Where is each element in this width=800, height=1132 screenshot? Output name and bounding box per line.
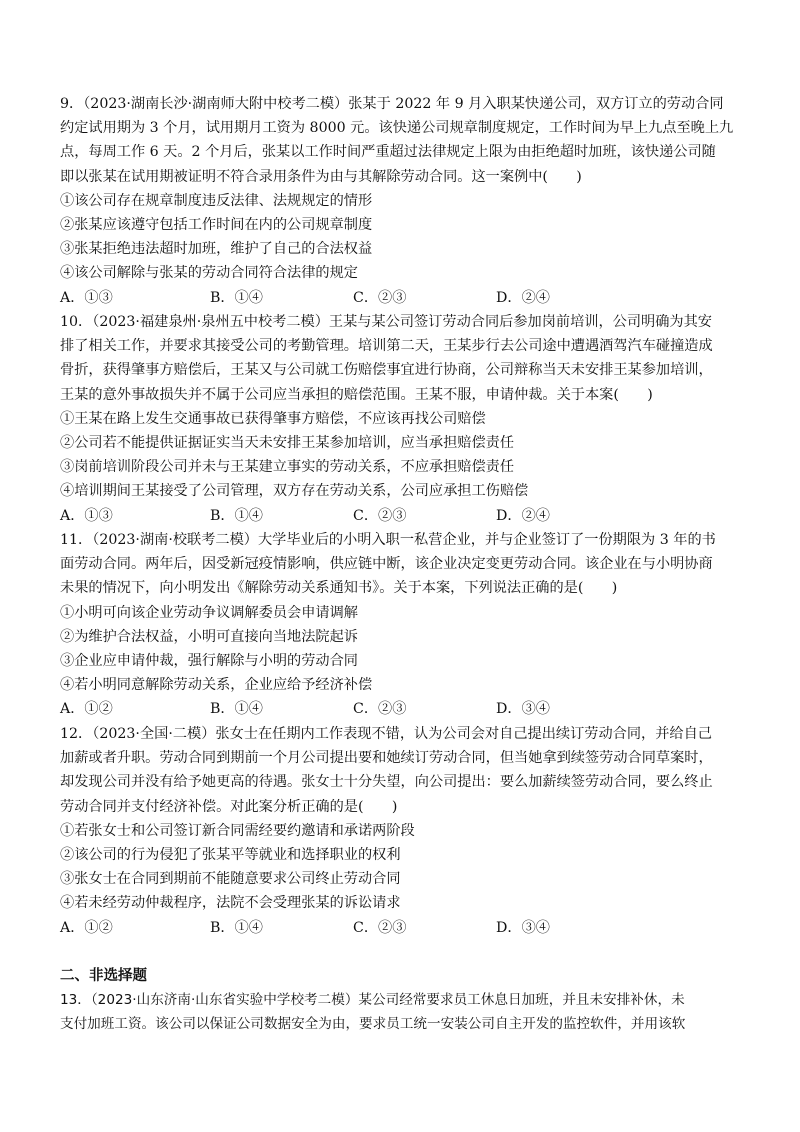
question-stem-line: 13．（2023·山东济南·山东省实验中学校考二模）某公司经常要求员工休息日加班，并且未安排补休，未 [60,992,685,1008]
choice-a: A．①③ [60,289,113,306]
statement-option: ③张女士在合同到期前不能随意要求公司终止劳动合同 [60,871,401,888]
question-stem-line: 9．（2023·湖南长沙·湖南师大附中校考二模）张某于 2022 年 9 月入职某快递公司，双方订立的劳动合同 [60,96,724,112]
question-11 [60,528,744,722]
question-stem-line: 10．（2023·福建泉州·泉州五中校考二模）王某与某公司签订劳动合同后参加岗前培训，公司明确为其安 [60,314,712,330]
question-stem-line: 排了相关工作，并要求其接受公司的考勤管理。培训第二天，王某步行去公司途中遭遇酒驾汽车碰撞造成 [60,338,713,355]
statement-option: ③张某拒绝违法超时加班，维护了自己的合法权益 [60,241,373,258]
statement-option: ②张某应该遵守包括工作时间在内的公司规章制度 [60,217,373,234]
choice-b: B．①④ [210,701,263,718]
question-stem-line: 王某的意外事故损失并不属于公司应当承担的赔偿范围。王某不服，申请仲裁。关于本案( ) [60,386,653,403]
question-stem-line: 却发现公司并没有给予她更高的待遇。张女士十分失望，向公司提出：要么加薪续签劳动合同，要么终止 [60,774,713,791]
choice-c: C．②③ [353,289,407,306]
statement-option: ②该公司的行为侵犯了张某平等就业和选择职业的权利 [60,847,401,864]
statement-option: ④该公司解除与张某的劳动合同符合法律的规定 [60,265,358,282]
question-stem-line: 约定试用期为 3 个月，试用期月工资为 8000 元。该快递公司规章制度规定，工作时间为早上九点至晚上九 [60,120,734,137]
question-stem-line: 面劳动合同。两年后，因受新冠疫情影响，供应链中断，该企业决定变更劳动合同。该企业在与小明协商 [60,556,713,573]
choice-b: B．①④ [210,289,263,306]
question-stem-line: 加薪或者升职。劳动合同到期前一个月公司提出要和她续订劳动合同，但当她拿到续签劳动合同草案时， [60,750,713,767]
statement-option: ④若未经劳动仲裁程序，法院不会受理张某的诉讼请求 [60,895,401,912]
choice-a: A．①② [60,701,113,718]
statement-option: ④培训期间王某接受了公司管理，双方存在劳动关系，公司应承担工伤赔偿 [60,483,529,500]
statement-option: ②公司若不能提供证据证实当天未安排王某参加培训，应当承担赔偿责任 [60,435,515,452]
statement-option: ①王某在路上发生交通事故已获得肇事方赔偿，不应该再找公司赔偿 [60,410,486,427]
question-stem-line: 点，每周工作 6 天。2 个月后，张某以工作时间严重超过法律规定上限为由拒绝超时加班，该快递公司随 [60,144,716,161]
choice-a: A．①③ [60,507,113,524]
choice-c: C．②③ [353,919,407,936]
choice-b: B．①④ [210,919,263,936]
statement-option: ①若张女士和公司签订新合同需经要约邀请和承诺两阶段 [60,822,415,839]
question-10 [60,310,744,528]
question-stem-line: 未果的情况下，向小明发出《解除劳动关系通知书》。关于本案，下列说法正确的是( ) [60,580,618,597]
choice-b: B．①④ [210,507,263,524]
question-stem-line: 支付加班工资。该公司以保证公司数据安全为由，要求员工统一安装公司自主开发的监控软件，并用该软 [60,1016,686,1033]
choice-d: D．③④ [496,701,550,718]
choice-c: C．②③ [353,507,407,524]
question-9 [60,92,744,310]
choice-d: D．②④ [496,507,550,524]
statement-option: ④若小明同意解除劳动关系，企业应给予经济补偿 [60,677,373,694]
statement-option: ①该公司存在规章制度违反法律、法规规定的情形 [60,192,373,209]
question-stem-line: 骨折，获得肇事方赔偿后，王某又与公司就工伤赔偿事宜进行协商，公司辩称当天未安排王某参加培训， [60,362,713,379]
answer-choices [60,286,744,310]
question-stem-line: 即以张某在试用期被证明不符合录用条件为由与其解除劳动合同。这一案例中( ) [60,168,582,185]
question-13 [60,988,744,1036]
choice-a: A．①② [60,919,113,936]
statement-option: ③岗前培训阶段公司并未与王某建立事实的劳动关系，不应承担赔偿责任 [60,459,515,476]
section-title: 二、非选择题 [60,967,147,984]
statement-option: ②为维护合法权益，小明可直接向当地法院起诉 [60,628,358,645]
answer-choices [60,504,744,528]
choice-d: D．②④ [496,289,550,306]
answer-choices [60,916,744,940]
answer-choices [60,697,744,721]
statement-option: ①小明可向该企业劳动争议调解委员会申请调解 [60,604,358,621]
question-stem-line: 劳动合同并支付经济补偿。对此案分析正确的是( ) [60,798,398,815]
question-12 [60,722,744,940]
statement-option: ③企业应申请仲裁，强行解除与小明的劳动合同 [60,653,358,670]
choice-c: C．②③ [353,701,407,718]
question-stem-line: 11．（2023·湖南·校联考二模）大学毕业后的小明入职一私营企业，并与企业签订了一份期限为 3 年的书 [60,532,716,548]
choice-d: D．③④ [496,919,550,936]
question-stem-line: 12．（2023·全国·二模）张女士在任期内工作表现不错，认为公司会对自己提出续订劳动合同，并给自己 [60,726,712,742]
